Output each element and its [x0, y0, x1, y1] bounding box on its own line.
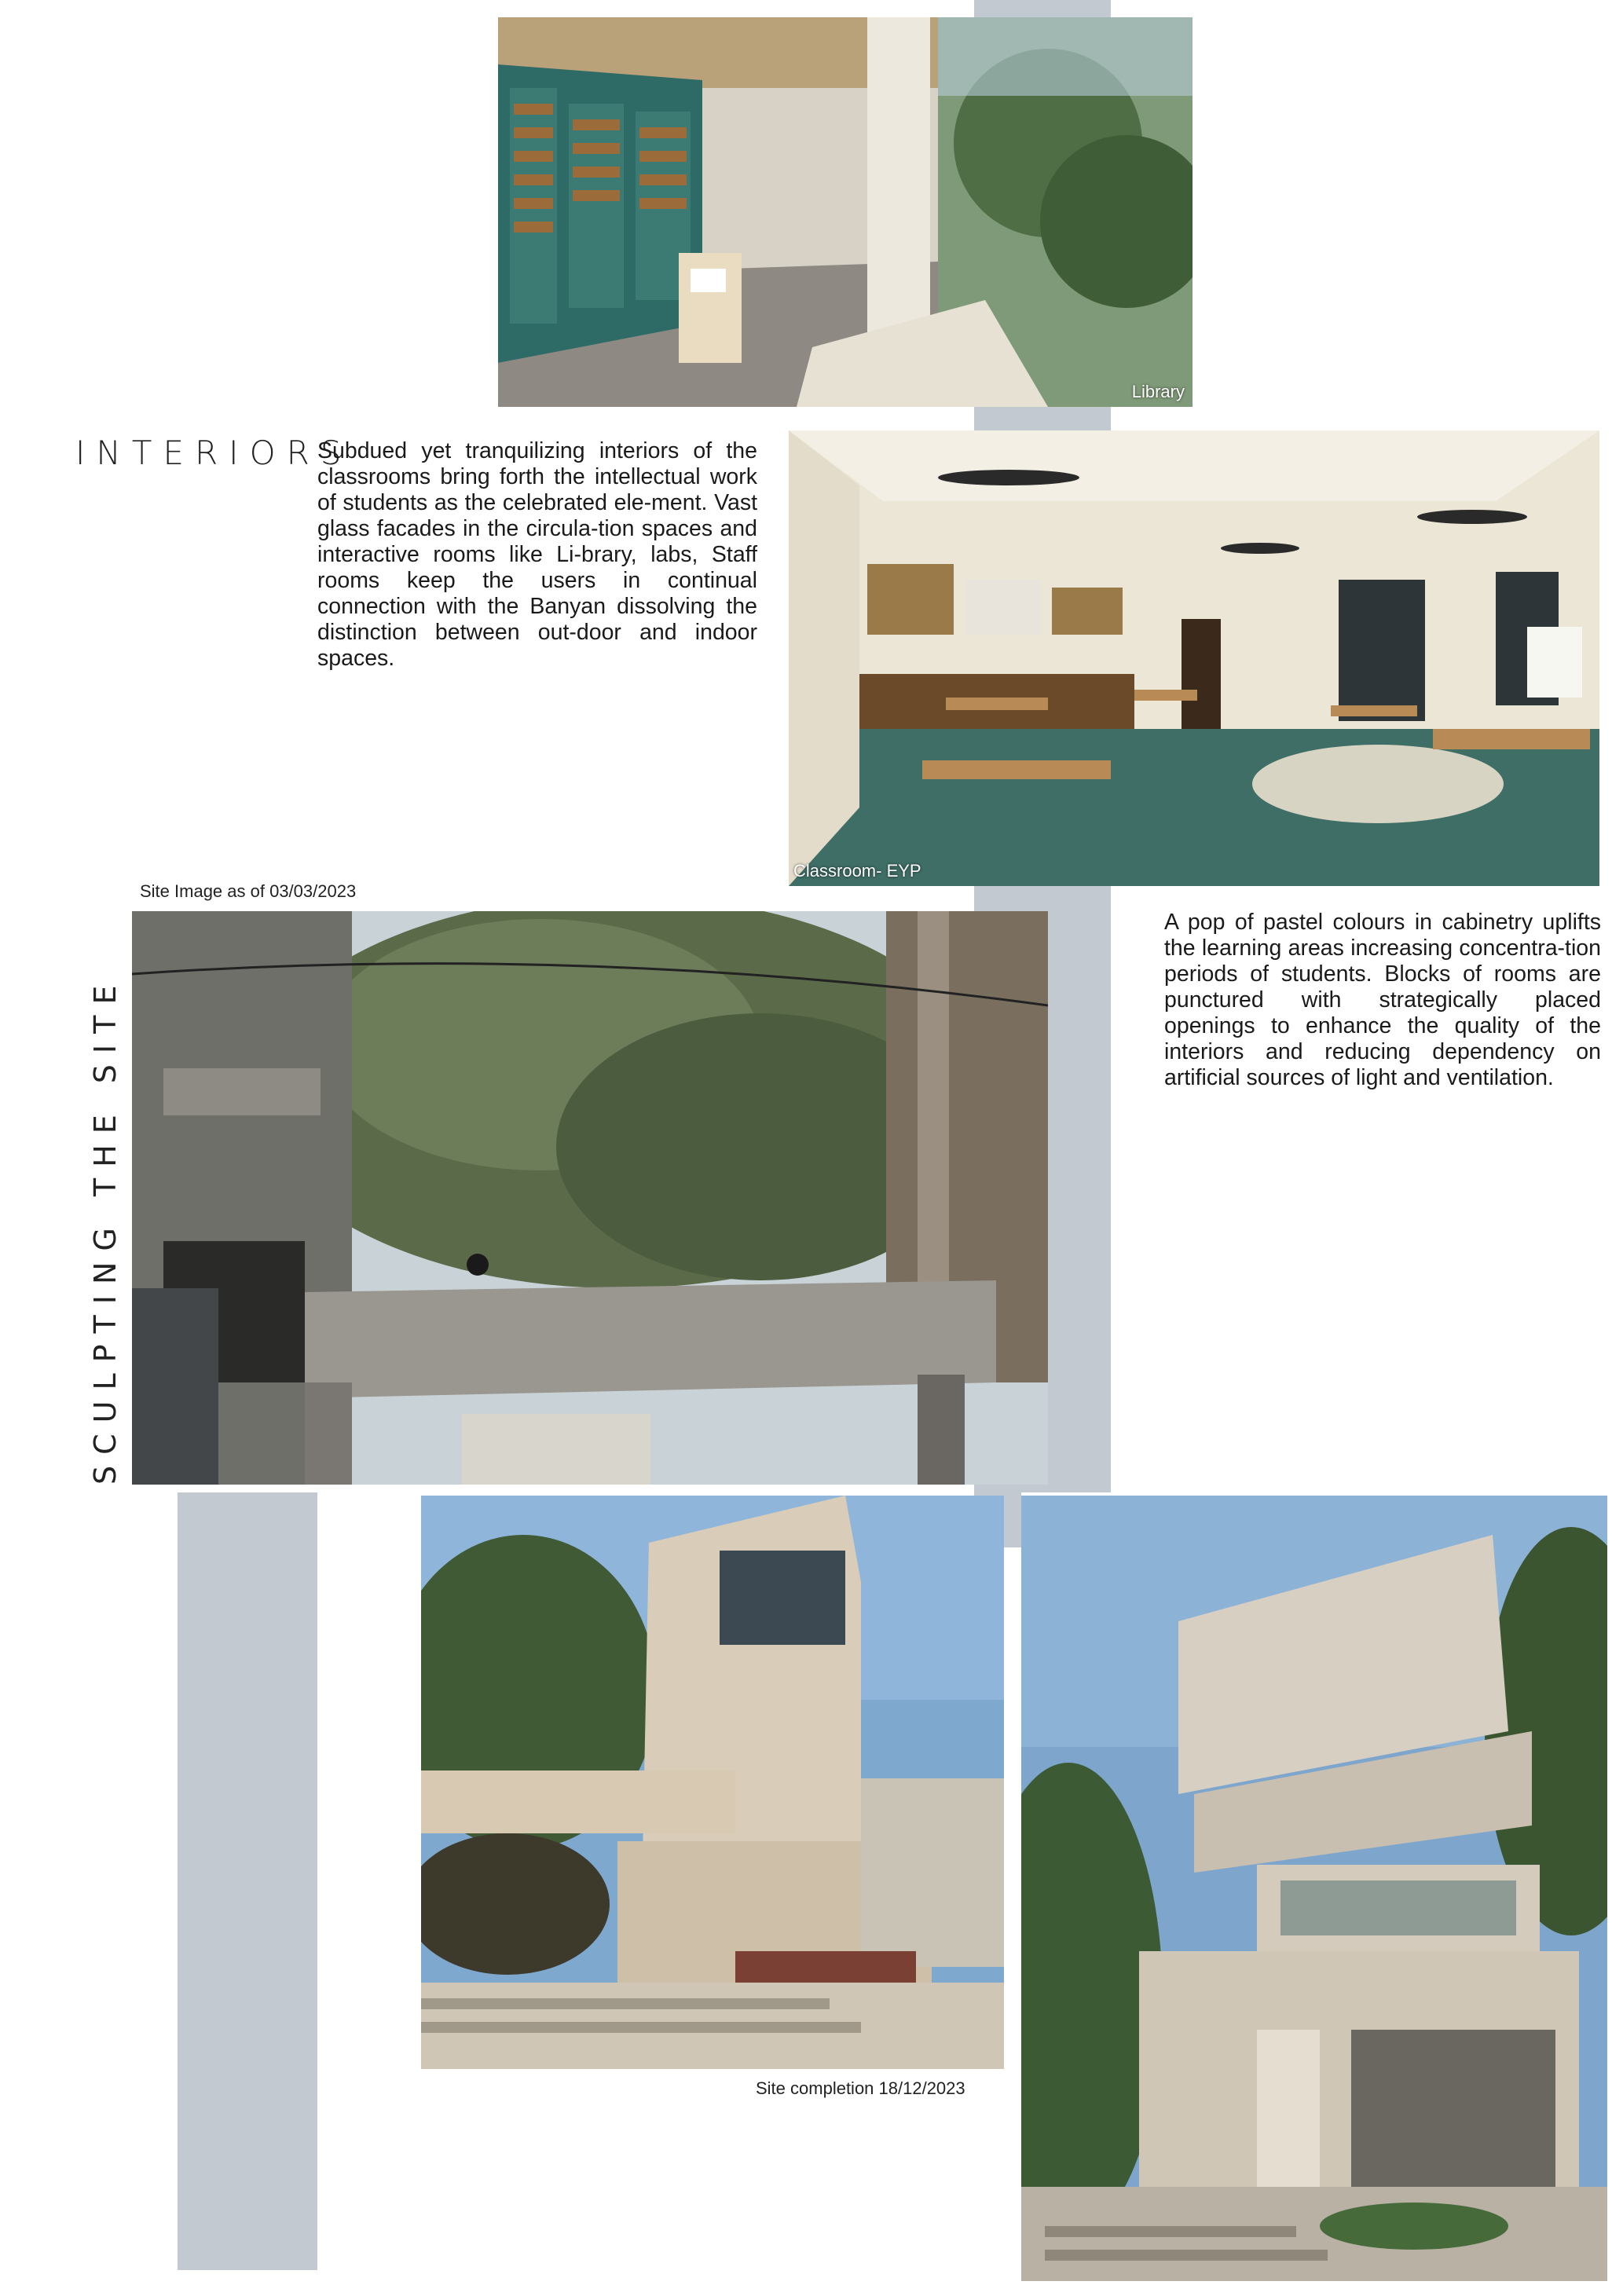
classroom-caption: Classroom- EYP	[793, 861, 921, 881]
interiors-heading: INTERIORS	[75, 434, 353, 472]
library-image	[498, 17, 1193, 407]
library-caption: Library	[1131, 382, 1185, 401]
background-band-lower	[178, 1492, 317, 2270]
site-progress-image	[132, 911, 1048, 1485]
site-progress-caption: Site Image as of 03/03/2023	[140, 881, 357, 901]
sculpting-heading: SCULPTING THE SITE	[88, 974, 123, 1485]
site-completion-caption: Site completion 18/12/2023	[756, 2078, 965, 2098]
site-completion-front-image	[421, 1496, 1004, 2069]
cabinetry-paragraph: A pop of pastel colours in cabinetry uplifts the learning areas increasing concentra-tion periods of students. Blocks of rooms are punctured with strategically placed openings to enhance the quality of the interiors and reducing dependency on artificial sources of light and ventilation.	[1164, 910, 1601, 1090]
site-completion-side-image	[1021, 1496, 1607, 2281]
interiors-paragraph: Subdued yet tranquilizing interiors of the classrooms bring forth the intellectual work of students as the celebrated ele-ment. Vast glass facades in the circula-tion spaces and interactive rooms like Li-brary, labs, Staff rooms keep the users in continual connection with the Banyan dissolving the distinction between out-door and indoor spaces.	[317, 438, 757, 671]
classroom-image	[789, 430, 1599, 886]
